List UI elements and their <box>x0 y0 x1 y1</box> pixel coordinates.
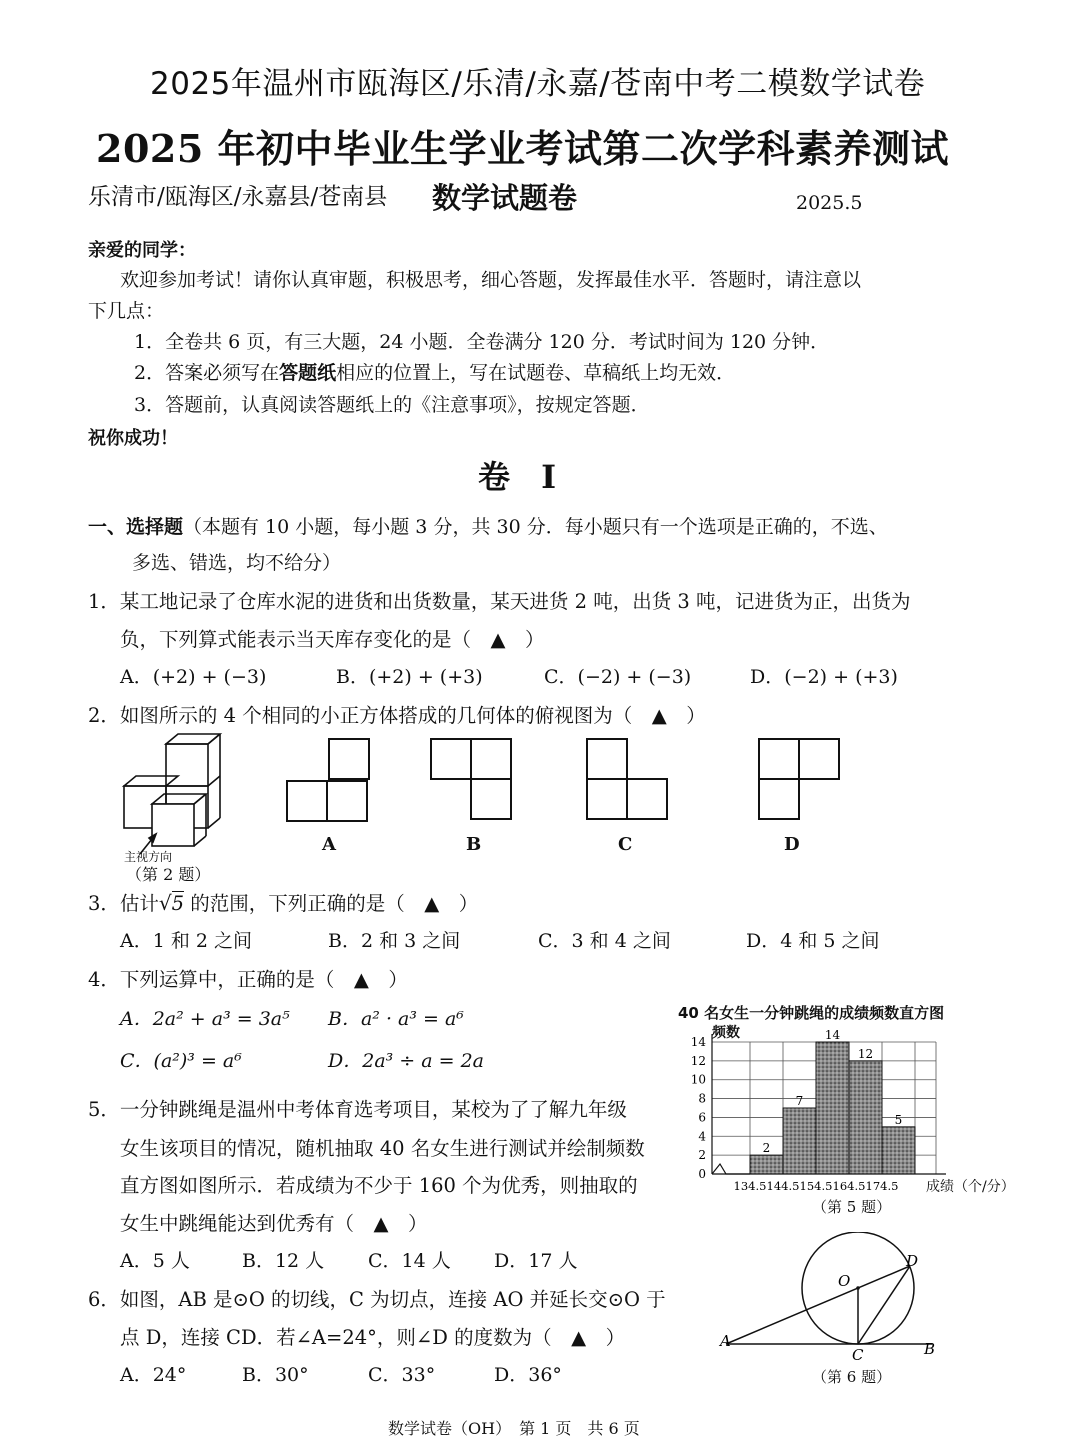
paper-title: 数学试题卷 <box>432 181 578 215</box>
q3-radicand: 5 <box>171 892 185 915</box>
sqrt-icon: √ <box>158 891 172 915</box>
bar-data-label: 12 <box>857 1046 874 1061</box>
q2-d-square <box>758 738 800 780</box>
q2-main-view-label: 主视方向 <box>124 850 173 864</box>
q3-option-d[interactable]: D．4 和 5 之间 <box>746 930 880 952</box>
q5-option-c[interactable]: C．14 人 <box>368 1250 451 1272</box>
volume-title: 卷 Ⅰ <box>478 458 567 496</box>
note-2-bold: 答题纸 <box>279 362 337 384</box>
y-tick-label: 0 <box>698 1167 706 1181</box>
point-b: B <box>924 1340 936 1358</box>
q1-option-b[interactable]: B．(+2) + (+3) <box>336 666 483 688</box>
chart-ylabel: 频数 <box>712 1025 740 1041</box>
q4-option-d[interactable]: D．2a³ ÷ a = 2a <box>328 1050 485 1072</box>
intro-line2: 下几点： <box>88 300 165 322</box>
line-ad <box>726 1266 910 1344</box>
center-dot <box>856 1286 860 1290</box>
y-tick-label: 14 <box>690 1035 706 1049</box>
q4-option-c[interactable]: C．(a²)³ = a⁶ <box>120 1050 242 1072</box>
histogram-bar <box>849 1061 882 1174</box>
q6-option-d[interactable]: D．36° <box>494 1364 562 1386</box>
q2-b-square <box>470 778 512 820</box>
page-footer: 数学试卷（OH） 第 1 页 共 6 页 <box>388 1419 640 1438</box>
q1-line2: 负，下列算式能表示当天库存变化的是（ ▲ ） <box>120 628 545 651</box>
q5-fig-caption: （第 5 题） <box>812 1198 892 1216</box>
q4-option-a[interactable]: A．2a² + a³ = 3a⁵ <box>120 1008 290 1030</box>
section1-header <box>88 512 888 539</box>
bar-data-label: 7 <box>795 1094 804 1108</box>
x-tick-label: 154.5 <box>799 1179 833 1193</box>
histogram-bar <box>750 1155 783 1174</box>
region-label: 乐清市/瓯海区/永嘉县/苍南县 <box>88 184 388 210</box>
q3-option-a[interactable]: A．1 和 2 之间 <box>120 930 253 952</box>
q2-option-a-label[interactable]: A <box>322 834 336 855</box>
q5-option-d[interactable]: D．17 人 <box>494 1250 578 1272</box>
q1-option-a[interactable]: A．(+2) + (−3) <box>120 666 267 688</box>
histogram-bar <box>783 1108 816 1174</box>
note-2-post: 相应的位置上，写在试题卷、草稿纸上均无效． <box>336 362 736 384</box>
q2-option-d-figure[interactable] <box>758 738 888 828</box>
q6-line2: 点 D，连接 CD．若∠A=24°，则∠D 的度数为（ ▲ ） <box>120 1326 626 1349</box>
axis-break-mark <box>712 1164 750 1174</box>
note-2 <box>134 358 735 385</box>
q5-line3: 直方图如图所示．若成绩为不少于 160 个为优秀，则抽取的 <box>120 1174 638 1197</box>
point-d: D <box>906 1252 919 1270</box>
exam-date: 2025.5 <box>796 192 863 214</box>
q3-option-c[interactable]: C．3 和 4 之间 <box>538 930 671 952</box>
q2-c-square <box>626 778 668 820</box>
q6-circle-figure <box>712 1232 952 1362</box>
q6-option-a[interactable]: A．24° <box>120 1364 187 1386</box>
q6-option-b[interactable]: B．30° <box>242 1364 309 1386</box>
y-tick-label: 6 <box>698 1110 706 1125</box>
note-1: 1．全卷共 6 页，有三大题，24 小题．全卷满分 120 分．考试时间为 120 分钟． <box>134 331 830 353</box>
greeting: 亲爱的同学： <box>88 240 196 261</box>
point-a: A <box>720 1332 731 1350</box>
section1-title: 一、选择题 <box>88 516 184 538</box>
chart-title: 40 名女生一分钟跳绳的成绩频数直方图 <box>678 1004 945 1022</box>
histogram-bars <box>750 1028 915 1174</box>
x-tick-label: 174.5 <box>865 1179 899 1193</box>
y-tick-label: 12 <box>690 1053 706 1068</box>
q3-post: 的范围，下列正确的是（ ▲ ） <box>190 892 479 915</box>
point-o: O <box>838 1272 851 1290</box>
point-c: C <box>852 1346 864 1362</box>
q2-option-a-figure[interactable] <box>286 738 416 828</box>
q4-option-b[interactable]: B．a² · a³ = a⁶ <box>328 1008 464 1030</box>
q2-a-square <box>328 738 370 780</box>
q1-option-d[interactable]: D．(−2) + (+3) <box>750 666 898 688</box>
note-3: 3．答题前，认真阅读答题纸上的《注意事项》，按规定答题． <box>134 394 650 416</box>
bar-data-label: 14 <box>824 1028 841 1042</box>
q2-line1: 2．如图所示的 4 个相同的小正方体搭成的几何体的俯视图为（ ▲ ） <box>88 704 706 727</box>
q2-a-spacer <box>286 778 370 822</box>
super-title: 2025年温州市瓯海区/乐清/永嘉/苍南中考二模数学试卷 <box>150 66 926 102</box>
q5-line4: 女生中跳绳能达到优秀有（ ▲ ） <box>120 1212 428 1235</box>
intro-line1: 欢迎参加考试！请你认真审题，积极思考，细心答题，发挥最佳水平．答题时，请注意以 <box>120 269 862 291</box>
q5-line1: 5．一分钟跳绳是温州中考体育选考项目，某校为了了解九年级 <box>88 1098 627 1121</box>
y-tick-label: 4 <box>698 1129 706 1144</box>
q2-c-square <box>586 778 628 820</box>
q6-line1: 6．如图，AB 是⊙O 的切线，C 为切点，连接 AO 并延长交⊙O 于 <box>88 1288 666 1311</box>
chart-xlabel: 成绩（个/分） <box>926 1179 1015 1195</box>
q6-fig-caption: （第 6 题） <box>812 1368 892 1386</box>
q3-option-b[interactable]: B．2 和 3 之间 <box>328 930 461 952</box>
q5-option-b[interactable]: B．12 人 <box>242 1250 325 1272</box>
q2-option-c-label[interactable]: C <box>618 834 633 855</box>
q2-option-b-figure[interactable] <box>430 738 560 828</box>
q4-line1: 4．下列运算中，正确的是（ ▲ ） <box>88 968 408 991</box>
q2-option-d-label[interactable]: D <box>784 834 800 855</box>
q2-fig-caption: （第 2 题） <box>126 865 211 884</box>
q1-option-c[interactable]: C．(−2) + (−3) <box>544 666 692 688</box>
q3-pre: 3．估计 <box>88 892 159 915</box>
wish: 祝你成功！ <box>88 428 178 449</box>
histogram-bar <box>816 1042 849 1174</box>
q5-line2: 女生该项目的情况，随机抽取 40 名女生进行测试并绘制频数 <box>120 1137 645 1160</box>
main-title: 2025 年初中毕业生学业考试第二次学科素养测试 <box>96 126 949 171</box>
x-tick-label: 144.5 <box>766 1179 800 1193</box>
section1-desc1: （本题有 10 小题，每小题 3 分，共 30 分．每小题只有一个选项是正确的，不选、 <box>183 516 888 538</box>
q2-option-b-label[interactable]: B <box>466 834 482 855</box>
bar-data-label: 2 <box>762 1141 771 1156</box>
y-tick-label: 2 <box>698 1148 706 1163</box>
q2-b-square <box>430 738 472 780</box>
q5-option-a[interactable]: A．5 人 <box>120 1250 190 1272</box>
q3-line <box>88 888 478 916</box>
section1-desc2: 多选、错选，均不给分） <box>132 552 342 574</box>
note-2-pre: 2．答案必须写在 <box>134 362 280 384</box>
q2-c-square <box>586 738 628 780</box>
q2-d-square <box>758 778 800 820</box>
q6-option-c[interactable]: C．33° <box>368 1364 436 1386</box>
q2-d-square <box>798 738 840 780</box>
q1-line1: 1．某工地记录了仓库水泥的进货和出货数量，某天进货 2 吨，出货 3 吨，记进货为正，出货为 <box>88 590 911 613</box>
y-tick-label: 10 <box>690 1072 706 1087</box>
histogram-bar <box>882 1127 915 1174</box>
x-tick-label: 164.5 <box>832 1179 866 1193</box>
q2-option-c-figure[interactable] <box>586 738 716 828</box>
x-tick-label: 134.5 <box>733 1179 767 1193</box>
y-tick-label: 8 <box>698 1091 706 1106</box>
q2-b-square <box>470 738 512 780</box>
bar-data-label: 5 <box>894 1112 903 1127</box>
